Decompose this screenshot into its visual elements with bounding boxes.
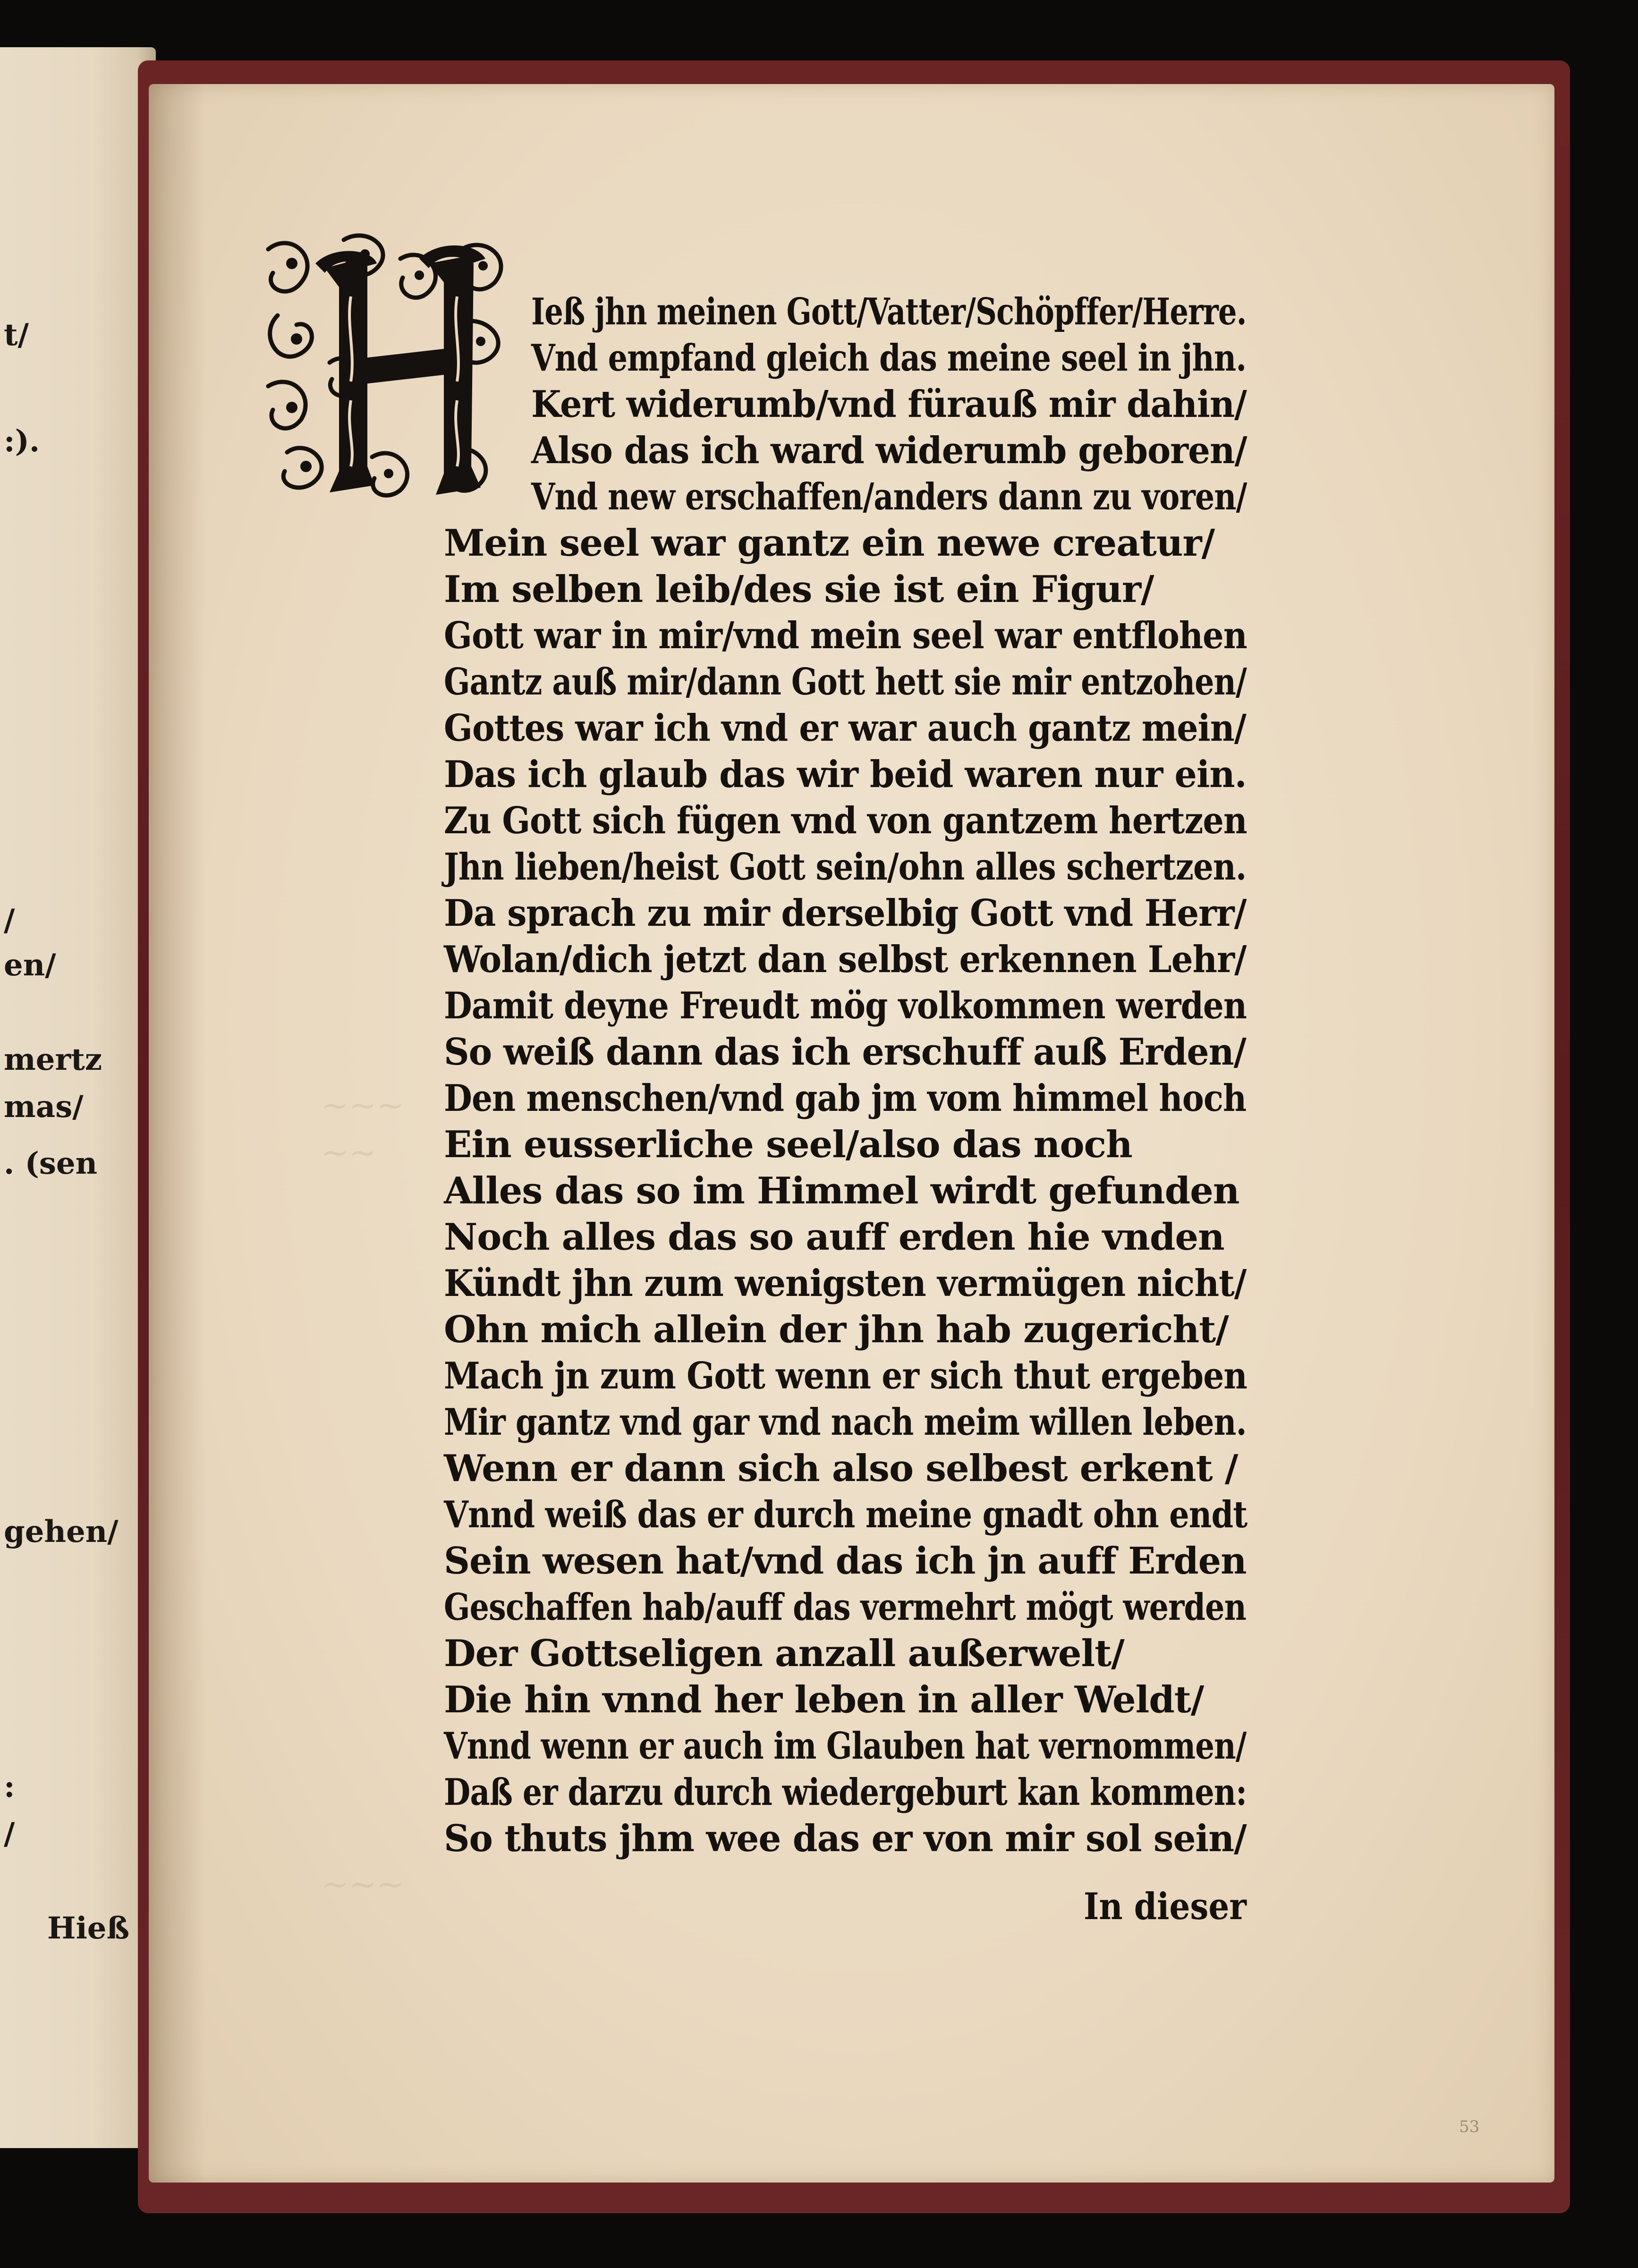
text-line: Vnnd wenn er auch im Glauben hat vernommen/ xyxy=(444,1725,1247,1768)
text-line: Der Gottseligen anzall außerwelt/ xyxy=(444,1632,1124,1675)
left-page-fragment: gehen/ xyxy=(4,1514,119,1549)
left-page-fragment: / xyxy=(4,903,15,938)
text-line: Mein seel war gantz ein newe creatur/ xyxy=(444,522,1215,565)
left-page-fragment: t/ xyxy=(4,317,29,353)
text-line: Ein eusserliche seel/also das noch xyxy=(444,1123,1132,1166)
text-line: Die hin vnnd her leben in aller Weldt/ xyxy=(444,1678,1204,1721)
text-line: Noch alles das so auff erden hie vnden xyxy=(444,1216,1224,1259)
show-through-ghost: ~~~ xyxy=(321,1086,404,1125)
text-line: Da sprach zu mir derselbig Gott vnd Herr/ xyxy=(444,892,1247,935)
text-line: Also das ich ward widerumb geboren/ xyxy=(531,429,1247,472)
text-line: Im selben leib/des sie ist ein Figur/ xyxy=(444,568,1154,611)
text-line: Sein wesen hat/vnd das ich jn auff Erden xyxy=(444,1540,1247,1583)
text-line: Wenn er dann sich also selbest erkent / xyxy=(444,1447,1238,1490)
show-through-ghost: ~~ xyxy=(321,1133,377,1172)
text-line: Damit deyne Freudt mög volkommen werden xyxy=(444,984,1247,1027)
text-line: Alles das so im Himmel wirdt gefunden xyxy=(444,1169,1239,1212)
text-line: Zu Gott sich fügen vnd von gantzem hertzen xyxy=(444,799,1247,842)
catchword: In dieser xyxy=(1084,1885,1247,1928)
decorated-initial xyxy=(259,230,523,507)
left-page-fragment: / xyxy=(4,1816,15,1852)
text-line: Geschaffen hab/auff das vermehrt mögt werden xyxy=(444,1586,1247,1629)
text-line: Den menschen/vnd gab jm vom himmel hoch xyxy=(444,1077,1247,1120)
text-line: So thuts jhm wee das er von mir sol sein/ xyxy=(444,1817,1247,1860)
text-line: Das ich glaub das wir beid waren nur ein. xyxy=(444,753,1247,796)
text-line: Vnd new erschaffen/anders dann zu voren/ xyxy=(531,475,1247,518)
text-line: Gantz auß mir/dann Gott hett sie mir entzohen/ xyxy=(444,660,1247,703)
text-line: Vnd empfand gleich das meine seel in jhn. xyxy=(531,337,1247,380)
left-page-fragment: . (sen xyxy=(4,1146,98,1181)
text-line: Mir gantz vnd gar vnd nach meim willen leben. xyxy=(444,1401,1247,1444)
show-through-ghost: ~~~ xyxy=(321,1865,404,1904)
text-line: Wolan/dich jetzt dan selbst erkennen Lehr/ xyxy=(444,938,1247,981)
decorated-initial-icon xyxy=(259,230,523,507)
left-facing-page xyxy=(0,47,156,2148)
folio-note: 53 xyxy=(1459,2117,1480,2136)
left-page-fragment: Hieß xyxy=(47,1911,130,1946)
text-line: Ohn mich allein der jhn hab zugericht/ xyxy=(444,1308,1229,1351)
text-line: Daß er darzu durch wiedergeburt kan kommen: xyxy=(444,1771,1247,1814)
gutter-shadow xyxy=(149,84,205,2183)
left-page-fragment: :). xyxy=(4,423,40,459)
text-line: Mach jn zum Gott wenn er sich thut ergeben xyxy=(444,1354,1247,1397)
left-page-fragment: : xyxy=(4,1769,15,1804)
text-line: So weiß dann das ich erschuff auß Erden/ xyxy=(444,1031,1246,1074)
left-page-fragment: mas/ xyxy=(4,1089,84,1125)
left-page-fragment: mertz xyxy=(4,1042,102,1077)
text-line: Gottes war ich vnd er war auch gantz mein/ xyxy=(444,707,1246,750)
text-line: Vnnd weiß das er durch meine gnadt ohn endt xyxy=(444,1493,1248,1536)
text-line: Jhn lieben/heist Gott sein/ohn alles schertzen. xyxy=(444,846,1247,889)
text-line: Kündt jhn zum wenigsten vermügen nicht/ xyxy=(444,1262,1247,1305)
text-line: Kert widerumb/vnd fürauß mir dahin/ xyxy=(531,383,1247,426)
left-page-fragment: en/ xyxy=(4,948,56,983)
text-line: Ieß jhn meinen Gott/Vatter/Schöpffer/Herre. xyxy=(531,290,1247,333)
text-line: Gott war in mir/vnd mein seel war entflohen xyxy=(444,614,1247,657)
